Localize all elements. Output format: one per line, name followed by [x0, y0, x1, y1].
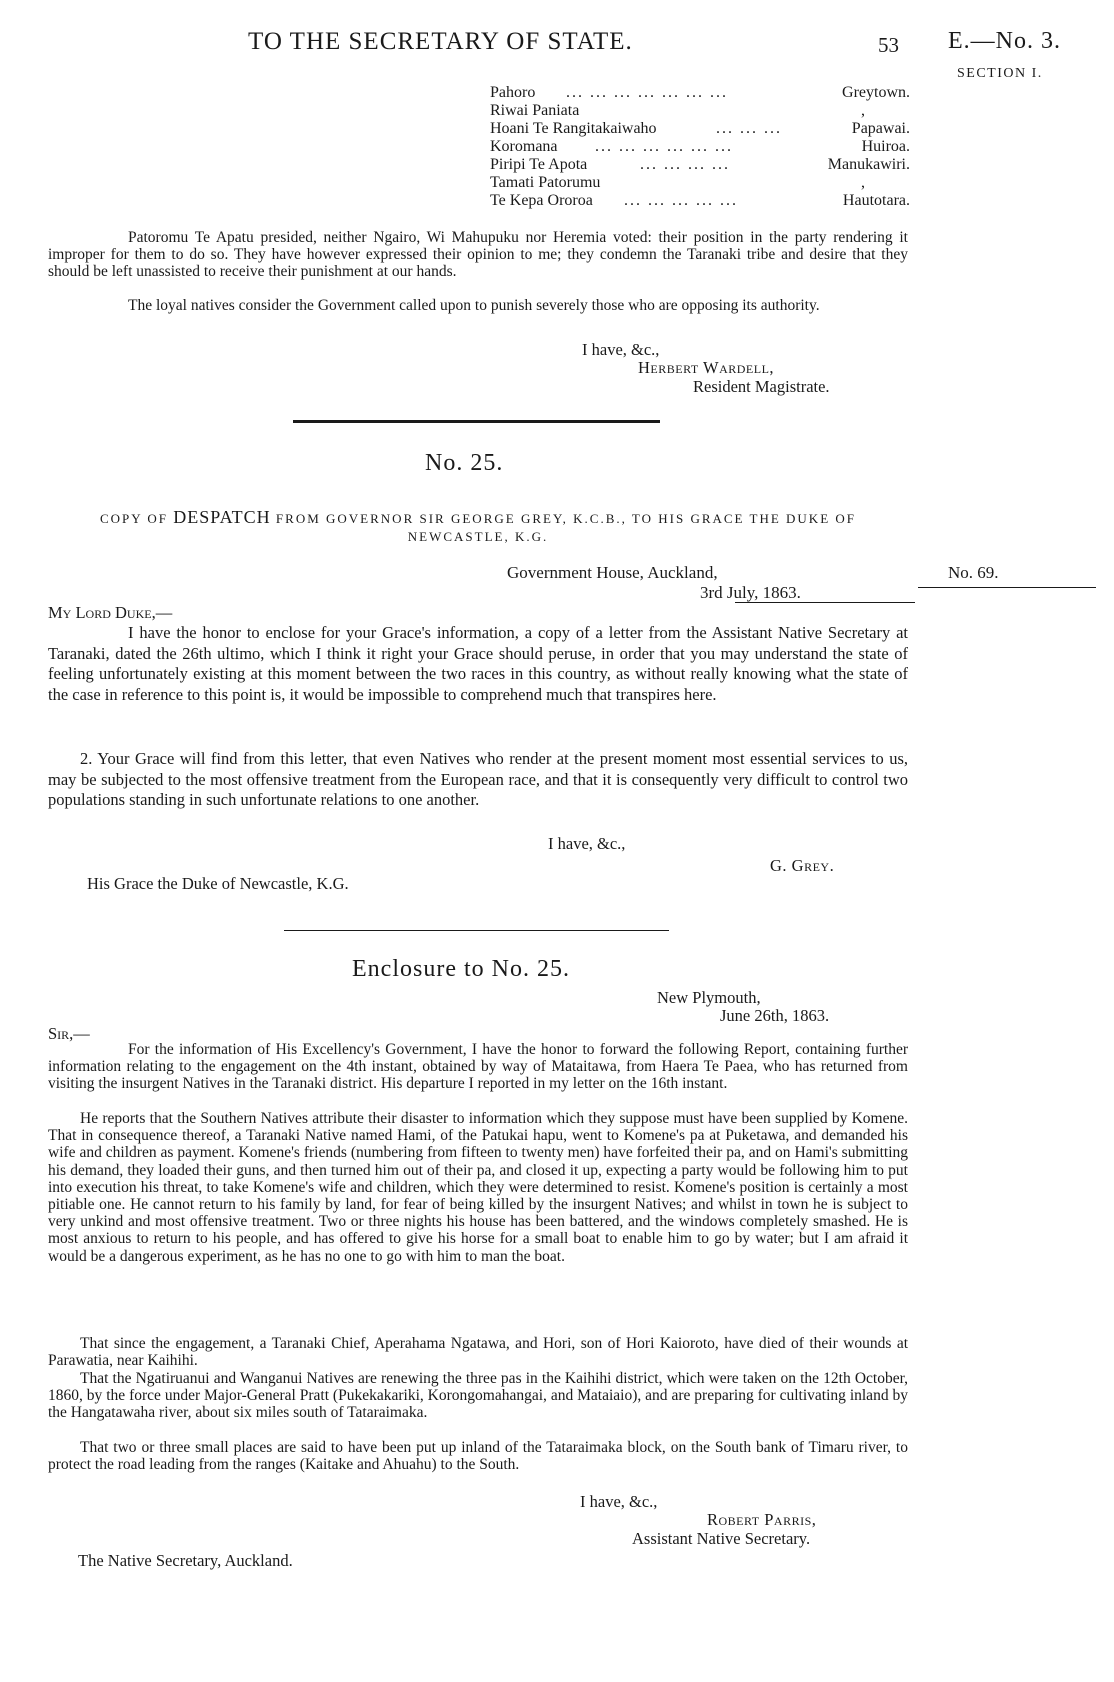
despatch-addressee: His Grace the Duke of Newcastle, K.G. — [87, 874, 349, 893]
enclosure-closing: I have, &c., — [580, 1492, 658, 1511]
paper-reference: E.—No. 3. — [948, 28, 1061, 54]
subheading-despatch: DESPATCH — [173, 507, 271, 527]
letter-signatory-title: Resident Magistrate. — [693, 377, 830, 396]
list-leader: ... ... ... — [716, 120, 782, 137]
list-name: Riwai Paniata — [490, 102, 580, 119]
enclosure-addressee: The Native Secretary, Auckland. — [78, 1551, 293, 1570]
running-title: TO THE SECRETARY OF STATE. — [248, 28, 633, 55]
list-leader: ... ... ... ... ... ... — [595, 138, 733, 155]
list-item — [490, 192, 910, 210]
despatch-closing: I have, &c., — [548, 834, 626, 853]
list-place: Manukawiri. — [827, 156, 910, 173]
despatch-subheading — [48, 508, 908, 546]
list-place: Hautotara. — [842, 192, 910, 209]
list-item — [490, 120, 910, 138]
list-place: , — [861, 174, 865, 191]
subheading-rest: FROM GOVERNOR SIR GEORGE GREY, K.C.B., TO HIS GRACE THE DUKE OF — [275, 511, 857, 526]
section-label: SECTION I. — [957, 66, 1043, 81]
despatch-paragraph: 2. Your Grace will find from this letter, that even Natives who render at the present moment most essential services to us, may be subjected to the most offensive treatment from the European race, and that it is consequently very difficult to control two populations standing in such unfortunate relations to one another. — [48, 749, 908, 809]
list-item — [490, 156, 910, 174]
letter-paragraph: Patoromu Te Apatu presided, neither Ngairo, Wi Mahupuku nor Heremia voted: their position in the party rendering it improper for them to do so. They have however expressed their opinion to me; they condemn the Taranaki tribe and desire that they should be left unassisted to receive their punishment at our hands. — [48, 229, 908, 281]
enclosure-paragraph: That since the engagement, a Taranaki Chief, Aperahama Ngatawa, and Hori, son of Hori Kaioroto, have died of their wounds at Parawatia, near Kaihihi. — [48, 1335, 908, 1370]
enclosure-heading: Enclosure to No. 25. — [352, 956, 570, 982]
margin-note: No. 69. — [948, 563, 999, 582]
despatch-address: Government House, Auckland, — [507, 563, 718, 582]
letter-signature: Herbert Wardell, — [638, 358, 775, 377]
enclosure-date: June 26th, 1863. — [720, 1006, 830, 1025]
despatch-date: 3rd July, 1863. — [700, 583, 801, 602]
list-item — [490, 174, 910, 192]
enclosure-paragraph: For the information of His Excellency's Government, I have the honor to forward the following Report, containing further information relating to the engagement on the 4th instant, obtained by way of Mataitawa, from Haera Te Paea, who has returned from visiting the insurgent Natives in the Taranaki district. His departure I reported in my letter on the 16th instant. — [48, 1041, 908, 1093]
list-name: Piripi Te Apota — [490, 156, 588, 173]
list-leader: ... ... ... ... ... — [624, 192, 738, 209]
letter-closing: I have, &c., — [582, 340, 660, 359]
list-item — [490, 84, 910, 102]
list-place: Huiroa. — [861, 138, 910, 155]
list-name: Tamati Patorumu — [490, 174, 601, 191]
enclosure-paragraph: That two or three small places are said to have been put up inland of the Tataraimaka block, on the South bank of Timaru river, to protect the road leading from the ranges (Kaitake and Ahuahu) to the South. — [48, 1439, 908, 1474]
page-number: 53 — [878, 33, 899, 57]
subheading-copy: COPY OF — [99, 511, 169, 526]
enclosure-signature: Robert Parris, — [707, 1510, 817, 1529]
list-name: Koromana — [490, 138, 558, 155]
enclosure-signatory-title: Assistant Native Secretary. — [632, 1529, 811, 1548]
despatch-paragraph: I have the honor to enclose for your Grace's information, a copy of a letter from the Assistant Native Secretary at Taranaki, dated the 26th ultimo, which I think it right your Grace should peruse, in order that you may understand the state of feeling unfortunately existing at this moment between the two races in this country, as without really knowing what the state of the case in reference to this point is, it would be impossible to comprehend much that transpires here. — [48, 623, 908, 704]
list-place: , — [861, 102, 865, 119]
subheading-line2: NEWCASTLE, K.G. — [407, 529, 549, 544]
section-divider — [284, 930, 669, 931]
list-item — [490, 138, 910, 156]
list-name: Pahoro — [490, 84, 536, 101]
list-leader: ... ... ... ... — [640, 156, 730, 173]
enclosure-place: New Plymouth, — [657, 988, 761, 1007]
list-leader: ... ... ... ... ... ... ... — [566, 84, 728, 101]
list-name: Hoani Te Rangitakaiwaho — [490, 120, 657, 137]
enclosure-paragraph: He reports that the Southern Natives attribute their disaster to information which they suppose must have been supplied by Komene. That in consequence thereof, a Taranaki Native named Hami, of the Patukai hapu, went to Komene's pa at Puketawa, and demanded his wife and children as payment. Komene's friends (numbering from fifteen to twenty men) have forfeited their pa, and on Hami's submitting his demand, they loaded their guns, and then turned him out of their pa, and closed it up, expecting a party would be following him to put into execution his threat, to take Komene's wife and children, which they were determined to resist. Komene's position is certainly a most pitiable one. He cannot return to his family by land, for fear of being killed by the insurgent Natives; and whilst in town he is subject to very unkind and most offensive treatment. Two or three nights his house has been battered, and the windows completely smashed. He is most anxious to return to his people, and has offered to give his horse for a small boat to enable him to go by water; but I am afraid it would be a dangerous experiment, as he has no one to go with him to man the boat. — [48, 1110, 908, 1265]
list-place: Papawai. — [851, 120, 910, 137]
list-item — [490, 102, 910, 120]
despatch-heading: No. 25. — [425, 450, 504, 476]
list-place: Greytown. — [842, 84, 910, 101]
letter-paragraph: The loyal natives consider the Government called upon to punish severely those who are opposing its authority. — [128, 297, 820, 314]
enclosure-salutation: Sir,— — [48, 1024, 90, 1043]
date-rule — [735, 602, 915, 603]
despatch-signature: G. Grey. — [770, 856, 835, 875]
list-name: Te Kepa Ororoa — [490, 192, 593, 209]
section-divider — [293, 420, 660, 423]
margin-rule — [918, 587, 1096, 588]
despatch-salutation: My Lord Duke,— — [48, 603, 173, 622]
enclosure-paragraph: That the Ngatiruanui and Wanganui Natives are renewing the three pas in the Kaihihi district, which were taken on the 12th October, 1860, by the force under Major-General Pratt (Pukekakariki, Korongomahangai, and Mataiaio), and are preparing for cultivating inland by the Hangatawaha river, about six miles south of Tataraimaka. — [48, 1370, 908, 1422]
